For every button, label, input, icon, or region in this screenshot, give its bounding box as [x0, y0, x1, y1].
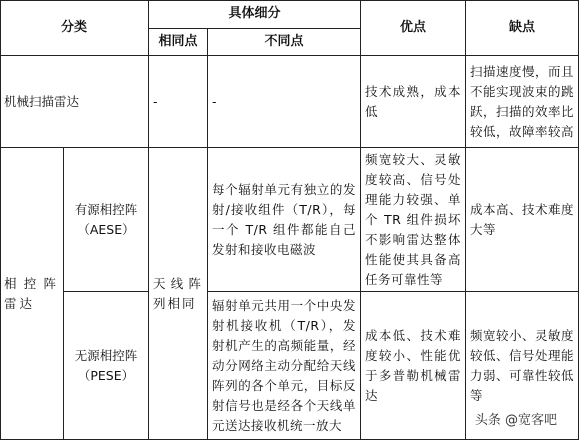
- row-aese-advantages: 频宽较大、灵敏度较高、信号处理能力较强、单个 TR 组件损坏不影响雷达整体性能使其具备高任务可靠性等: [361, 148, 466, 292]
- row-pese-disadvantages: 频宽较小、灵敏度较低、信号处理能力弱、可靠性较低等: [466, 292, 579, 440]
- row-pese-different: 辐射单元共用一个中央发射机接收机（T/R），发射机产生的高频能量，经动分网络主动分配给天线阵列的各个单元，目标反射信号也是经各个天线单元送达接收机统一放大: [208, 292, 361, 440]
- header-same: 相同点: [149, 29, 208, 56]
- row-mechanical-same: -: [149, 56, 208, 148]
- row-aese-disadvantages: 成本高、技术难度大等: [466, 148, 579, 292]
- row-mechanical-disadvantages: 扫描速度慢，而且不能实现波束的跳跃，扫描的效率比较低，故障率较高: [466, 56, 579, 148]
- header-advantages: 优点: [361, 0, 466, 56]
- row-phased-same: 天线阵列相同: [149, 148, 208, 440]
- header-detail: 具体细分: [149, 0, 361, 29]
- row-mechanical-different: -: [208, 56, 361, 148]
- watermark: 头条 @宽客吧: [469, 407, 563, 430]
- row-aese-different: 每个辐射单元有独立的发射/接收组件（T/R），每一个 T/R 组件都能自己发射和接收电磁波: [208, 148, 361, 292]
- row-mechanical-advantages: 技术成熟，成本低: [361, 56, 466, 148]
- header-disadvantages: 缺点: [466, 0, 579, 56]
- row-pese-advantages: 成本低、技术难度较小、性能优于多普勒机械雷达: [361, 292, 466, 440]
- row-pese-name: 无源相控阵（PESE）: [64, 292, 149, 440]
- row-phased-name: 相控阵雷达: [0, 148, 64, 440]
- row-mechanical-name: 机械扫描雷达: [0, 56, 149, 148]
- header-different: 不同点: [208, 29, 361, 56]
- header-category: 分类: [0, 0, 149, 56]
- row-aese-name: 有源相控阵（AESE）: [64, 148, 149, 292]
